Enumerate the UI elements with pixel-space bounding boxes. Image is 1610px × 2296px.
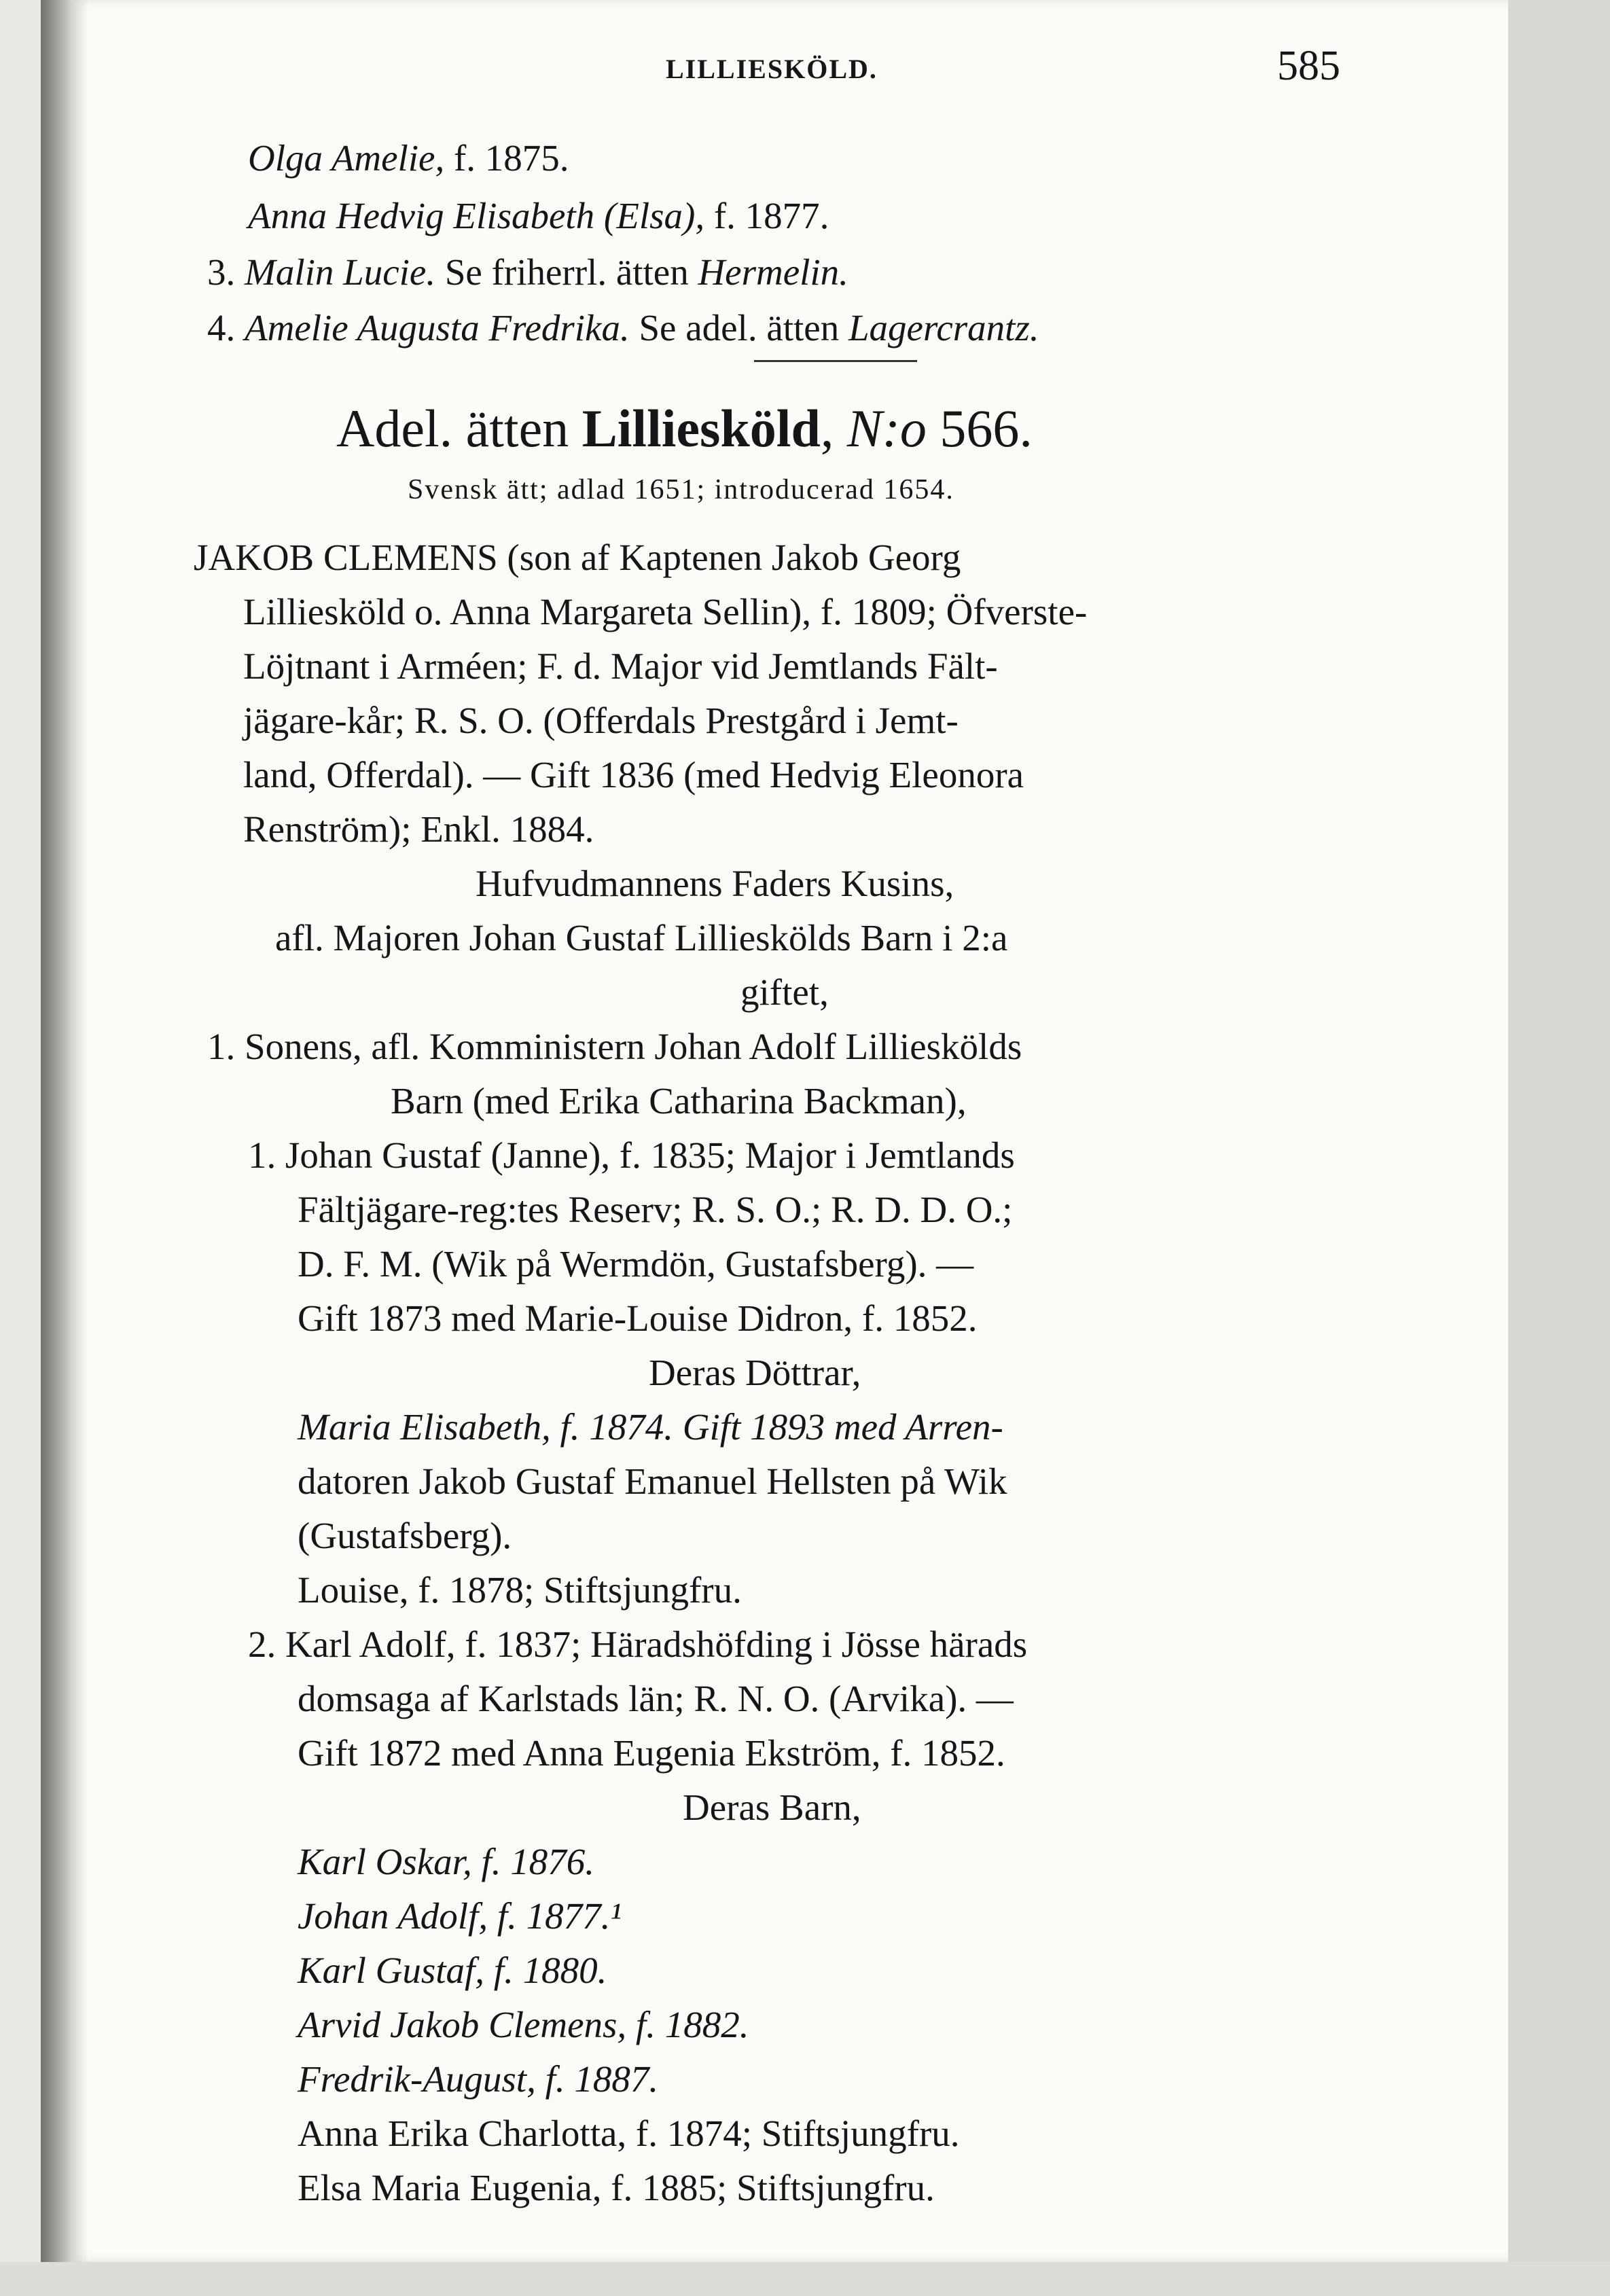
text-line: land, Offerdal). — Gift 1836 (med Hedvig Eleonora — [243, 754, 1024, 795]
scan-margin-bottom — [0, 2262, 1610, 2296]
text-line: Elsa Maria Eugenia, f. 1885; Stiftsjungfru. — [298, 2167, 935, 2208]
entry-name: Amelie Augusta Fredrika. — [245, 307, 630, 348]
family-number: 566. — [926, 399, 1033, 458]
entry-text: Se friherrl. ätten — [435, 251, 698, 293]
family-heading — [336, 399, 1033, 458]
text-line: Anna Erika Charlotta, f. 1874; Stiftsjungfru. — [298, 2113, 960, 2154]
text-line: Hufvudmannens Faders Kusins, — [476, 863, 954, 904]
heading-separator: , — [820, 399, 847, 458]
text-line: Karl Oskar, f. 1876. — [298, 1841, 594, 1882]
text-line: (Gustafsberg). — [298, 1515, 512, 1556]
text-line: Löjtnant i Arméen; F. d. Major vid Jemtlands Fält- — [243, 645, 998, 687]
text-line: Maria Elisabeth, f. 1874. Gift 1893 med Arren- — [298, 1406, 1003, 1448]
text-line: Lilliesköld o. Anna Margareta Sellin), f. 1809; Öfverste- — [243, 591, 1088, 632]
entry-name: Olga Amelie, — [248, 137, 445, 179]
text-line: Barn (med Erika Catharina Backman), — [391, 1080, 967, 1122]
heading-no-label: N:o — [846, 399, 927, 458]
text-line: Johan Adolf, f. 1877.¹ — [298, 1895, 622, 1937]
text-line: Deras Döttrar, — [649, 1352, 861, 1393]
entry-text: f. 1875. — [444, 137, 569, 179]
text-line: Gift 1872 med Anna Eugenia Ekström, f. 1852. — [298, 1732, 1005, 1774]
book-binding-shadow — [41, 0, 88, 2262]
text-line: Fältjägare-reg:tes Reserv; R. S. O.; R. D. D. O.; — [298, 1189, 1013, 1230]
entry-name: Malin Lucie. — [245, 251, 436, 293]
page-number: 585 — [1277, 43, 1340, 89]
text-line: D. F. M. (Wik på Wermdön, Gustafsberg). — — [298, 1243, 974, 1285]
text-line: JAKOB CLEMENS (son af Kaptenen Jakob Georg — [194, 537, 961, 578]
text-line: afl. Majoren Johan Gustaf Lillieskölds Barn i 2:a — [275, 917, 1008, 958]
entry-text: Se adel. ätten — [629, 307, 848, 348]
text-line: Renström); Enkl. 1884. — [243, 808, 594, 850]
entry-name: Anna Hedvig Elisabeth (Elsa), — [248, 195, 705, 236]
heading-prefix: Adel. ätten — [336, 399, 582, 458]
entry-reference: Lagercrantz. — [848, 307, 1039, 348]
text-line: domsaga af Karlstads län; R. N. O. (Arvika). — — [298, 1678, 1014, 1719]
text-line: jägare-kår; R. S. O. (Offerdals Prestgård i Jemt- — [243, 700, 959, 741]
text-line: Louise, f. 1878; Stiftsjungfru. — [298, 1569, 742, 1611]
entry-line — [207, 309, 1039, 346]
scan-margin-right — [1508, 0, 1610, 2262]
text-line: datoren Jakob Gustaf Emanuel Hellsten på Wik — [298, 1460, 1007, 1502]
text-line: Karl Gustaf, f. 1880. — [298, 1950, 607, 1991]
entry-number: 4. — [207, 307, 236, 348]
family-subheading: Svensk ätt; adlad 1651; introducerad 1654. — [408, 474, 954, 505]
text-line: 1. Johan Gustaf (Janne), f. 1835; Major i Jemtlands — [248, 1134, 1015, 1176]
book-page — [41, 0, 1508, 2262]
text-line: Deras Barn, — [683, 1787, 861, 1828]
entry-line — [248, 139, 569, 177]
text-line: 1. Sonens, afl. Komministern Johan Adolf Lillieskölds — [207, 1026, 1022, 1067]
text-line: giftet, — [740, 971, 829, 1013]
entry-number: 3. — [207, 251, 236, 293]
section-divider — [754, 360, 917, 362]
entry-line — [207, 253, 848, 291]
text-line: 2. Karl Adolf, f. 1837; Häradshöfding i Jösse härads — [248, 1624, 1028, 1665]
entry-line — [248, 197, 829, 234]
family-name: Lilliesköld — [582, 399, 821, 458]
text-line: Fredrik-August, f. 1887. — [298, 2058, 659, 2100]
text-line: Gift 1873 med Marie-Louise Didron, f. 1852. — [298, 1297, 978, 1339]
entry-text: f. 1877. — [704, 195, 829, 236]
running-head: LILLIESKÖLD. — [666, 54, 878, 84]
text-line: Arvid Jakob Clemens, f. 1882. — [298, 2004, 749, 2045]
entry-reference: Hermelin. — [698, 251, 848, 293]
